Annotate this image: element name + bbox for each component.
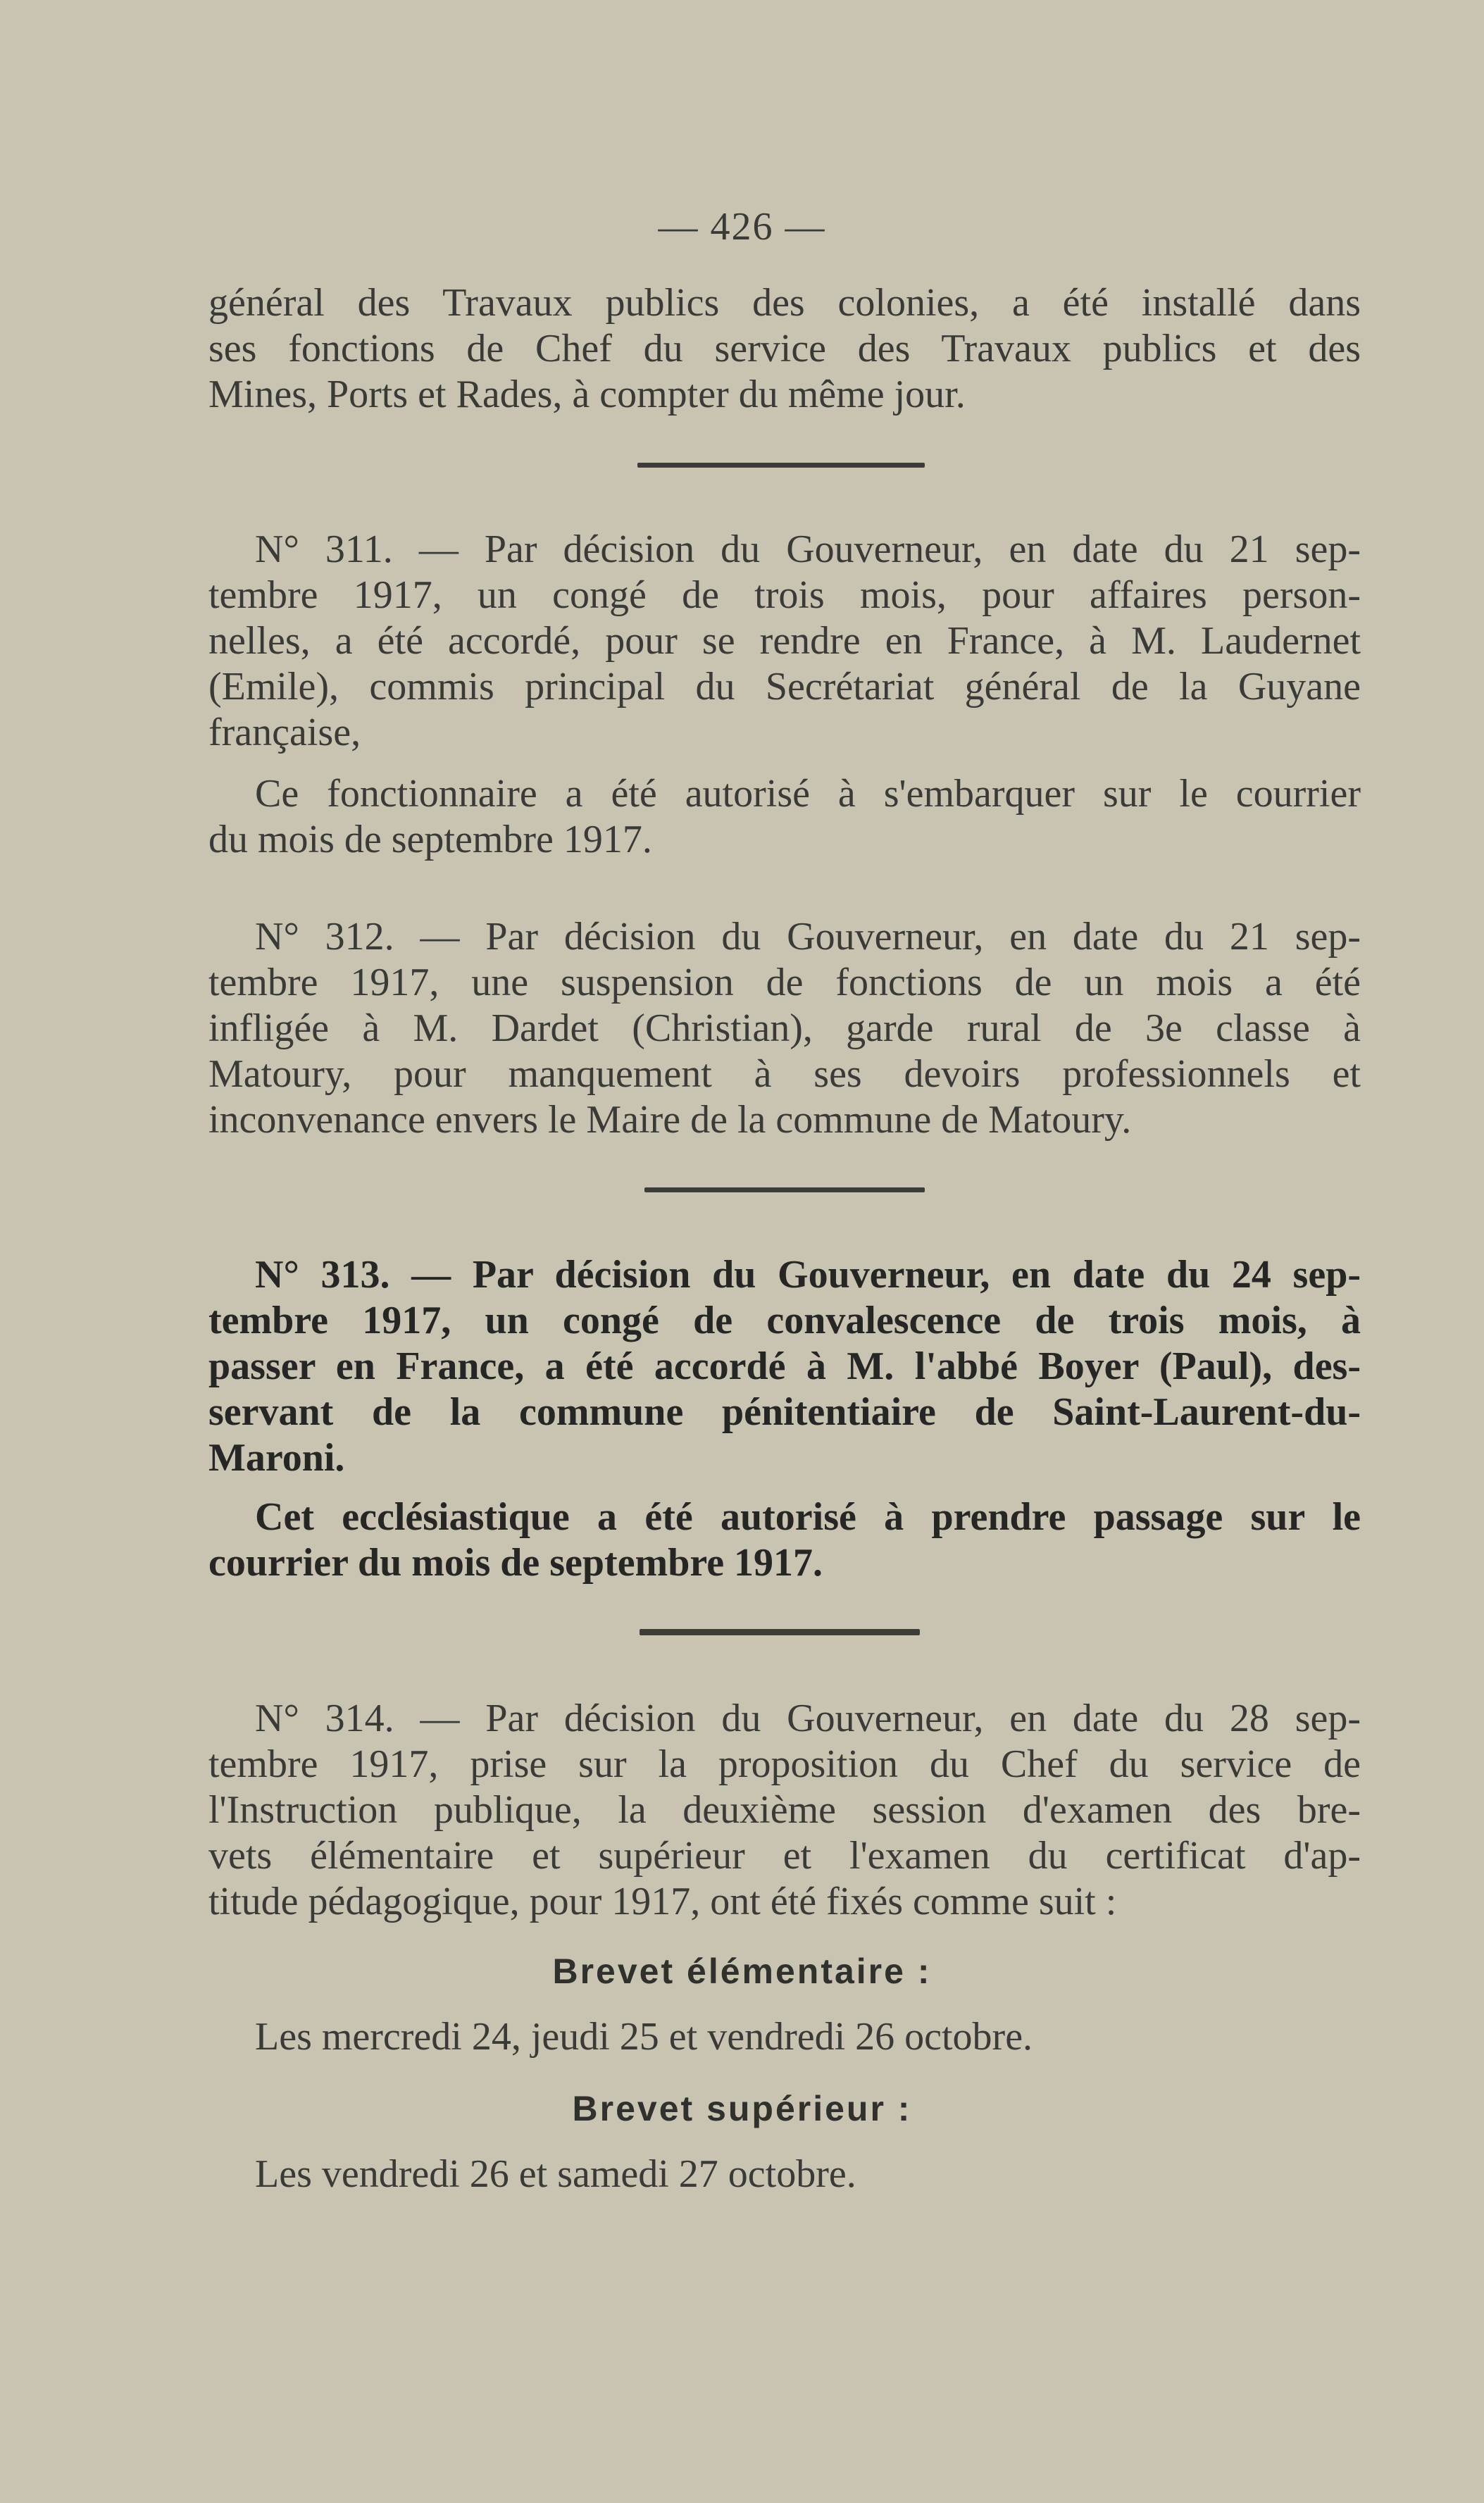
text-line: N° 313. — Par décision du Gouverneur, en date du 24 sep- xyxy=(255,1253,1361,1297)
section-divider xyxy=(640,1629,920,1635)
text-line: servant de la commune pénitentiaire de Saint-Laurent-du- xyxy=(208,1390,1361,1434)
text-line: nelles, a été accordé, pour se rendre en France, à M. Laudernet xyxy=(208,619,1361,663)
section-divider xyxy=(644,1187,925,1192)
page-number: — 426 — xyxy=(658,205,826,249)
brevet-elementaire-dates xyxy=(208,2014,1361,2060)
text-line: général des Travaux publics des colonies, a été installé dans xyxy=(208,281,1361,325)
section-divider xyxy=(637,463,925,468)
text-line: tembre 1917, une suspension de fonctions de un mois a été xyxy=(208,961,1361,1004)
entry-312 xyxy=(208,914,1361,1143)
text-line: vets élémentaire et supérieur et l'examen du certificat d'ap- xyxy=(208,1834,1361,1878)
entry-313 xyxy=(208,1252,1361,1481)
text-line: Les mercredi 24, jeudi 25 et vendredi 26 octobre. xyxy=(255,2015,1033,2059)
text-line: française, xyxy=(208,711,361,754)
text-line: tembre 1917, prise sur la proposition du Chef du service de xyxy=(208,1742,1361,1786)
text-line: N° 311. — Par décision du Gouverneur, en date du 21 sep- xyxy=(255,528,1361,571)
text-line: Ce fonctionnaire a été autorisé à s'embarquer sur le courrier xyxy=(255,772,1361,816)
entry-311-note xyxy=(208,771,1361,863)
entry-314 xyxy=(208,1696,1361,1925)
brevet-superieur-dates xyxy=(208,2152,1361,2197)
text-line: tembre 1917, un congé de trois mois, pour affaires person- xyxy=(208,573,1361,617)
text-line: Mines, Ports et Rades, à compter du même jour. xyxy=(208,373,966,416)
text-line: Matoury, pour manquement à ses devoirs professionnels et xyxy=(208,1052,1361,1096)
heading-brevet-elementaire: Brevet élémentaire : xyxy=(552,1952,932,1991)
text-line: passer en France, a été accordé à M. l'abbé Boyer (Paul), des- xyxy=(208,1344,1361,1388)
text-line: l'Instruction publique, la deuxième session d'examen des bre- xyxy=(208,1788,1361,1832)
text-line: (Emile), commis principal du Secrétariat général de la Guyane xyxy=(208,665,1361,709)
text-line: titude pédagogique, pour 1917, ont été fixés comme suit : xyxy=(208,1880,1117,1923)
text-line: inconvenance envers le Maire de la commune de Matoury. xyxy=(208,1098,1132,1142)
entry-311 xyxy=(208,527,1361,756)
text-line: N° 312. — Par décision du Gouverneur, en date du 21 sep- xyxy=(255,915,1361,959)
entry-313-note xyxy=(208,1494,1361,1586)
text-line: du mois de septembre 1917. xyxy=(208,818,652,861)
text-line: ses fonctions de Chef du service des Travaux publics et des xyxy=(208,327,1361,370)
text-line: Cet ecclésiastique a été autorisé à prendre passage sur le xyxy=(255,1495,1361,1539)
text-line: infligée à M. Dardet (Christian), garde rural de 3e classe à xyxy=(208,1006,1361,1050)
heading-brevet-superieur: Brevet supérieur : xyxy=(572,2089,912,2128)
text-line: courrier du mois de septembre 1917. xyxy=(208,1541,823,1585)
text-line: Maroni. xyxy=(208,1436,345,1480)
text-line: N° 314. — Par décision du Gouverneur, en date du 28 sep- xyxy=(255,1697,1361,1740)
text-line: Les vendredi 26 et samedi 27 octobre. xyxy=(255,2152,856,2196)
intro-paragraph xyxy=(208,280,1361,418)
text-line: tembre 1917, un congé de convalescence de trois mois, à xyxy=(208,1299,1361,1342)
